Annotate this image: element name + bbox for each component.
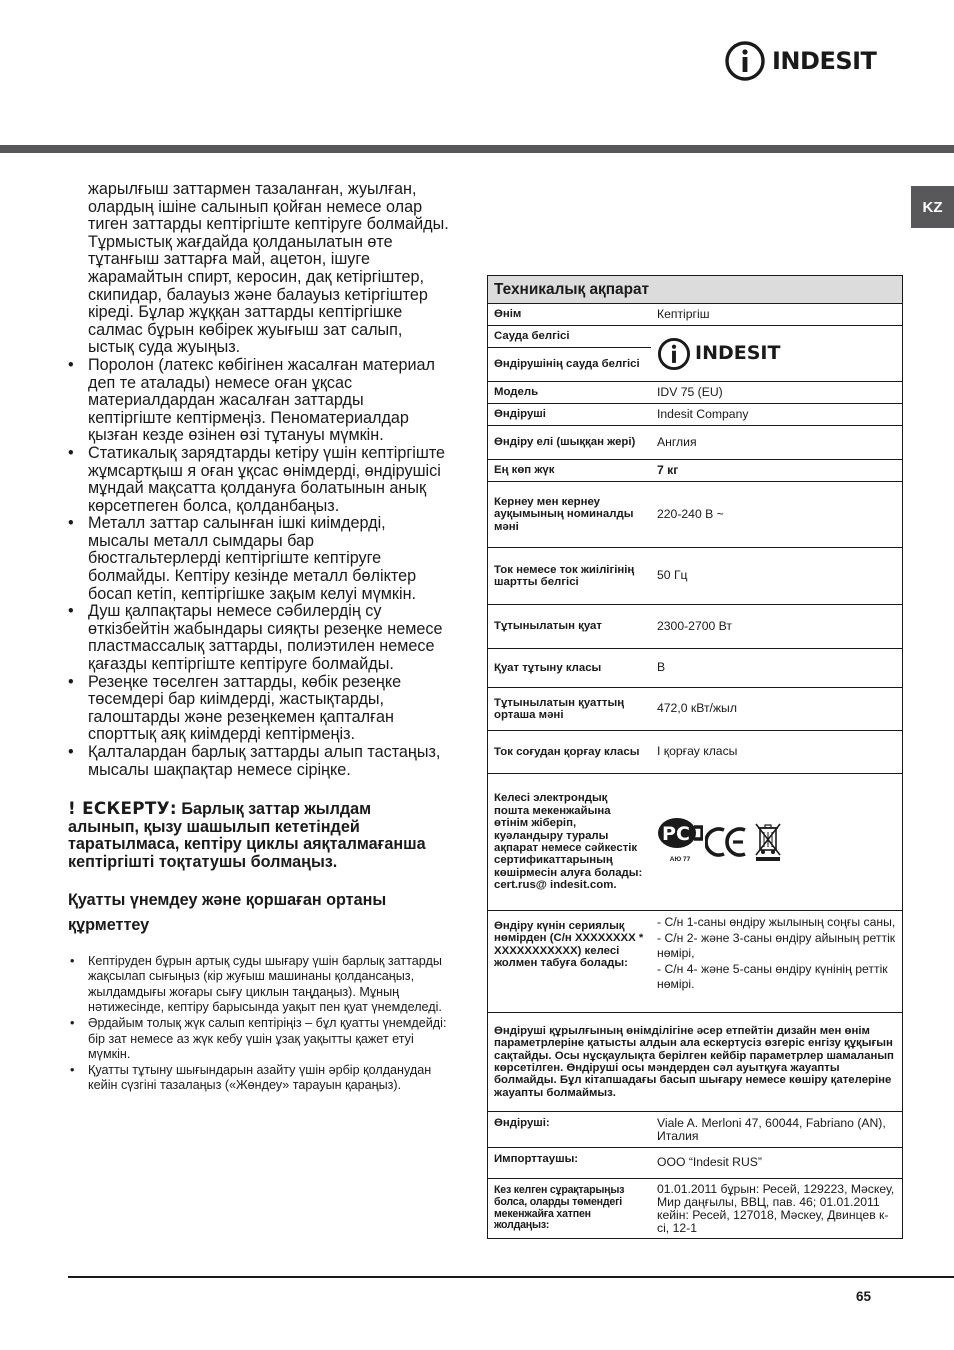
ce-mark-icon xyxy=(705,825,749,859)
list-item: • Металл заттар салынған ішкі киімдерді, мысалы металл сымдары бар бюстгальтерлерді кептіргіште кептіруге болмайды. Кептіру кезінде металл бөліктер босап кетіп, кептіргішке зақым келуі мүмкін. xyxy=(68,515,450,603)
table-row: Өндіруші: Viale A. Merloni 47, 60044, Fabriano (AN), Италия xyxy=(488,1112,903,1148)
table-row: Қуат тұтыну класы B xyxy=(488,649,903,688)
table-row: Келесі электрондық пошта мекенжайына өтінім жіберіп, куәландыру туралы ақпарат немесе сәйкестік сертификаттарының көшірмесін алуға болады: cert.rus@ indesit.com. Р С АЮ 77 xyxy=(488,774,903,911)
indesit-logo-icon xyxy=(657,337,691,371)
list-item: • Душ қалпақтары немесе сәбилердің су өткізбейтін жабындары сияқты резеңке немесе пластмассалық заттарды, полиэтилен немесе қағазды кептіргіште кептіруге болмайды. xyxy=(68,603,450,673)
table-row: Кернеу мен кернеу ауқымының номиналды мәні 220-240 В ~ xyxy=(488,482,903,548)
brand-logo xyxy=(724,40,876,82)
table-row: Өндірушінің сауда белгісі xyxy=(488,348,903,382)
page-number: 65 xyxy=(856,1289,872,1304)
list-item: • Резеңке төселген заттарды, көбік резеңке төсемдері бар киімдерді, жастықтарды, галоштарды және резеңкемен қапталған спорттық аяқ киімдерді кептірмеңіз. xyxy=(68,674,450,744)
list-item: • Кептіруден бұрын артық суды шығару үшін барлық заттарды жақсылап сығыңыз (кір жуғыш машинаны қолдансаңыз, жылдамдығы жоғары сығу циклын таңдаңыз). Мұның нәтижесінде, кептіру барысында уақыт пен қуат үнемделеді. xyxy=(68,954,450,1016)
table-row: Ең көп жүк 7 кг xyxy=(488,460,903,482)
table-row: Тұтынылатын қуаттың орташа мәні 472,0 кВт/жыл xyxy=(488,688,903,731)
table-brand-logo xyxy=(657,337,896,371)
pct-certification-icon xyxy=(657,816,703,850)
table-row xyxy=(488,1013,903,1112)
indesit-logo-icon xyxy=(724,40,766,82)
table-row: Ток соғудан қорғау класы I қорғау класы xyxy=(488,731,903,774)
list-item: • Поролон (латекс көбігінен жасалған материал деп те аталады) немесе оған ұқсас материалдардан жасалған заттарды кептіргіште кептірмеңіз. Пеноматериалдар қызған кезде өзінен өзі тұтануы мүмкін. xyxy=(68,357,450,445)
table-row: Өндіру елі (шыққан жері) Англия xyxy=(488,426,903,460)
table-title: Техникалық ақпарат xyxy=(488,276,903,304)
table-row: Сауда белгісі INDESIT xyxy=(488,326,903,348)
cert-code: АЮ 77 xyxy=(669,856,691,864)
tech-info-table xyxy=(487,275,903,1239)
table-row: Тұтынылатын қуат 2300-2700 Вт xyxy=(488,605,903,649)
continuation-paragraph: жарылғыш заттармен тазаланған, жуылған, олардың ішіне салынып қойған немесе олар тиген заттарды кептіргіште кептіруге болмайды. Тұрмыстық жағдайда қолданылатын өте тұтанғыш заттарға май, ацетон, ішуге жарамайтын спирт, керосин, дақ кетіргіштер, скипидар, балауыз және балауыз кетіргіштер кіреді. Бұлар жұққан заттарды кептіргішке салмас бұрын көбірек жуығыш зат салып, ыстық суда жуыңыз. xyxy=(88,180,449,357)
list-item: • Қалталардан барлық заттарды алып тастаңыз, мысалы шақпақтар немесе сіріңке. xyxy=(68,744,450,779)
header-bar xyxy=(0,145,954,153)
table-header xyxy=(488,276,903,304)
list-item: • Әрдайым толық жүк салып кептіріңіз – бұл қуатты үнемдейді: бір зат немесе аз жүк кебу үшін ұзақ уақытты қажет етуі мүмкін. xyxy=(68,1016,450,1063)
svg-text:Р: Р xyxy=(662,823,676,846)
weee-bin-icon xyxy=(753,822,783,862)
table-row: Өнім Кептіргіш xyxy=(488,304,903,326)
table-row: Модель IDV 75 (EU) xyxy=(488,382,903,404)
table-row: Өндіруші Indesit Company xyxy=(488,404,903,426)
table-row: Импорттаушы: ООО “Indesit RUS” xyxy=(488,1148,903,1179)
trademark-logo-cell xyxy=(651,326,903,382)
manufacturer-notice: Өндіруші құрылғының өнімділігіне әсер етпейтін дизайн мен өнім параметрлеріне қатысты алдын ала ескертусіз өзгеріс енгізу құқығын сақтайды. Осы нұсқаулықта берілген кейбір параметрлер шамаланып көрсетілген. Өндіруші осы мәндерден сәл ауытқуға жауапты болмайды. Бұл кітапшадағы басып шығару немесе көшіру қателеріне жауапты болмаймыз. xyxy=(488,1013,903,1112)
warning-prefix: ! ЕСКЕРТУ: xyxy=(68,798,177,819)
warning-text: Барлық заттар жылдам алынып, қызу шашылып кететіндей таратылмаса, кептіру циклы аяқталмағанша кептіргішті тоқтатушы болмаңыз. xyxy=(68,800,426,871)
energy-heading: Қуатты үнемдеу және қоршаған ортаны құрметтеу xyxy=(68,890,387,934)
cert-marks-cell xyxy=(651,774,903,911)
energy-list xyxy=(68,954,450,1094)
list-item: • Қуатты тұтыну шығындарын азайту үшін әрбір қолданудан кейін сүзгіні тазалаңыз («Жөндеу» тарауын қараңыз). xyxy=(68,1063,450,1094)
safety-list xyxy=(68,357,450,779)
warning-block xyxy=(68,800,433,871)
list-item: • Статикалық зарядтарды кетіру үшін кептіргіште жұмсартқыш я оған ұқсас өнімдерді, өндірушісі мұндай мақсатта қолдануға болатынын анық көрсетпеген болса, қолданбаңыз. xyxy=(68,445,450,515)
table-row: Ток немесе ток жиілігінің шартты белгісі 50 Гц xyxy=(488,548,903,605)
brand-name: INDESIT xyxy=(772,47,877,75)
table-row: Кез келген сұрақтарыңыз болса, оларды төмендегі мекенжайға хатпен жолдаңыз: 01.01.2011 бұрын: Ресей, 129223, Мәскеу, Мир даңғылы, ВВЦ, пав. 46; 01.01.2011 кейін: Ресей, 127018, Мәскеу, Двинцев к-сі, 12-1 xyxy=(488,1179,903,1239)
language-tab: KZ xyxy=(911,186,954,228)
serial-explanation: - С/н 1-саны өндіру жылының соңғы саны, - С/н 2- және 3-саны өндіру айының реттік нөмірі, - С/н 4- және 5-саны өндіру күнінің реттік нөмірі. xyxy=(651,911,903,1013)
table-brand-name: INDESIT xyxy=(695,341,781,364)
svg-text:С: С xyxy=(676,823,690,846)
table-row: Өндіру күнін сериялық нөмірден (С/н XXXXXXXX * XXXXXXXXXXX) келесі жолмен табуға болады: - С/н 1-саны өндіру жылының соңғы саны, - С/н 2- және 3-саны өндіру айының реттік нөмірі, - С/н 4- және 5-саны өндіру күнінің реттік нөмірі. xyxy=(488,911,903,1013)
left-column xyxy=(68,181,450,1094)
footer-line xyxy=(68,1276,954,1278)
